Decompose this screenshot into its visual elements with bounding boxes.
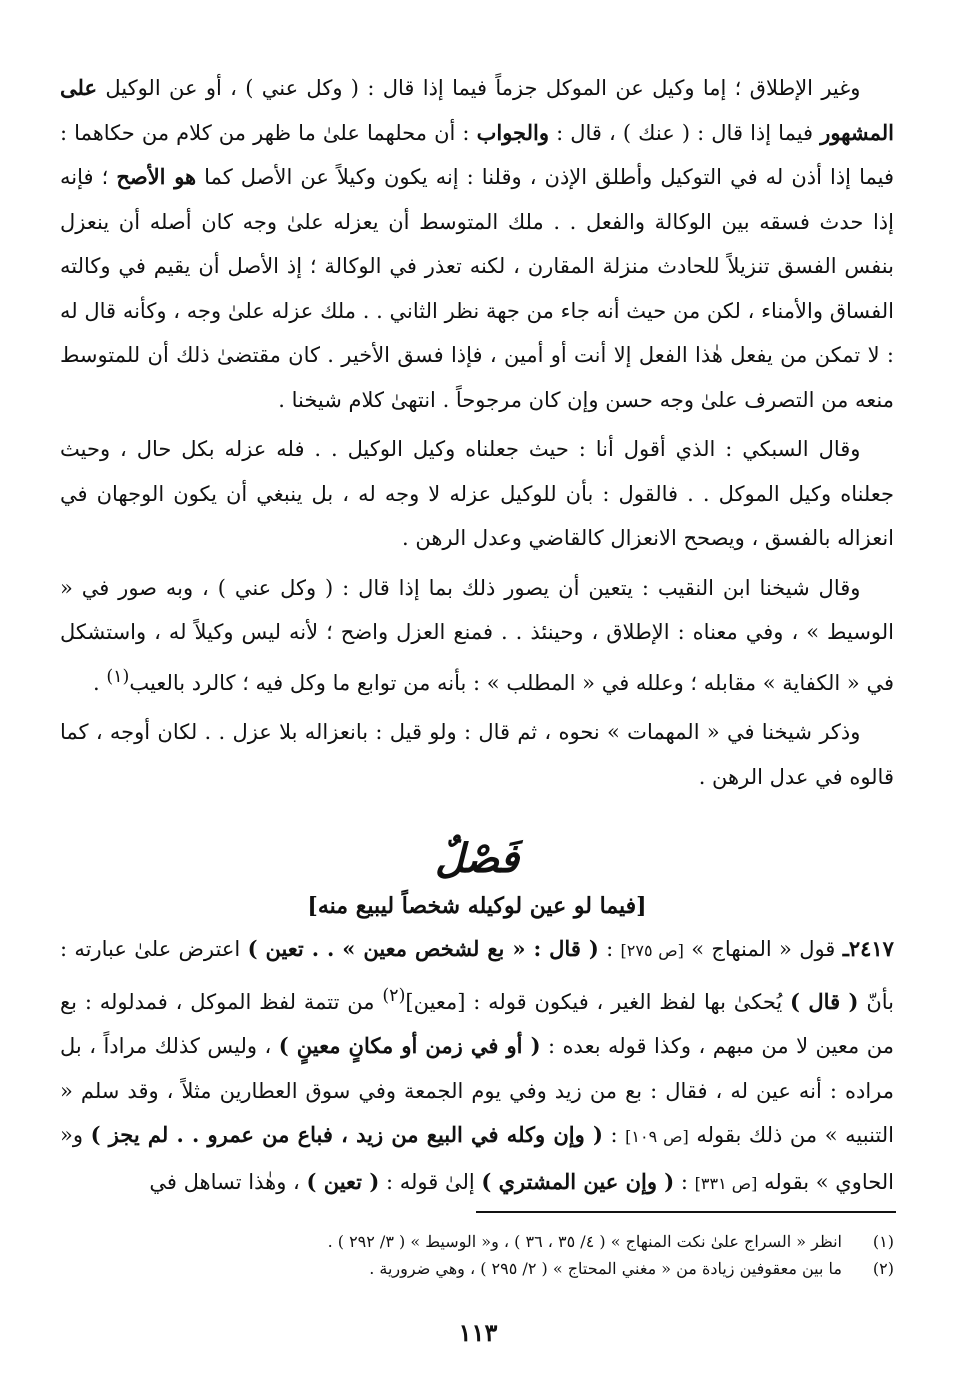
text-run: . <box>92 670 100 695</box>
footnote-1 <box>60 1228 894 1255</box>
footnote-text: ما بين معقوفين زيادة من « مغني المحتاج » ( ٢/ ٢٩٥ ) ، وهي ضرورية . <box>369 1259 842 1278</box>
paragraph-5 <box>60 927 894 1206</box>
page-ref: [ص ٢٧٥] <box>620 941 684 960</box>
text-run: اعترض علىٰ عبارته : بأنّ <box>60 937 894 1014</box>
paragraph-3 <box>60 566 894 706</box>
text-run: : <box>680 1169 688 1194</box>
text-run: : أن محلهما علىٰ ما ظهر من كلام من حكاهما : فيما إذا أذن له في التوكيل وأطلق الإذن ، وقلنا : إنه يكون وكيلاً عن الأصل كما <box>60 120 894 189</box>
bold-quote: ( وإن وكله في البيع من زيد ، فباع من عمرو . . لم يجز ) <box>90 1122 603 1147</box>
footnote-2 <box>60 1255 894 1282</box>
bold-term: هو الأصح <box>116 164 197 189</box>
text-run: : <box>606 937 614 961</box>
page-ref: [ص ١٠٩] <box>625 1127 689 1146</box>
footnote-ref-1[interactable]: (١) <box>106 666 130 687</box>
paragraph-2: وقال السبكي : الذي أقول أنا : حيث جعلناه وكيل الوكيل . . فله عزله بكل حال ، وحيث جعلناه وكيل الموكل . . فالقول : بأن للوكيل عزله لا وجه له ، بل ينبغي أن يكون الوجهان في انعزاله بالفسق ، ويصحح الانعزال كالقاضي وعدل الرهن . <box>60 437 894 550</box>
paragraph-1 <box>60 66 894 422</box>
text-run: من تتمة لفظ الموكل ، فمدلوله : بع من معين لا من مبهم ، وكذا قوله بعده : <box>60 989 894 1058</box>
paragraph-4: وذكر شيخنا في « المهمات » نحوه ، ثم قال : ولو قيل : بانعزاله بلا عزل . . لكان أوجه ، كما قالوه في عدل الرهن . <box>60 720 894 789</box>
bold-quote: ( قال : « بع لشخص معين » . . تعين ) <box>247 936 599 961</box>
text-run: و« الحاوي » بقوله <box>60 1123 894 1194</box>
text-run: ؛ فإنه إذا حدث فسقه بين الوكالة والفعل . . ملك المتوسط أن يعزله علىٰ وجه كان أصله أن ينعزل بنفس الفسق تنزيلاً للحادث منزلة المقارن ، لكنه تعذر في الوكالة ؛ إذ الأصل أن يقيم في وكالته الفساق والأمناء ، لكن من حيث أنه جاء من جهة نظر الثاني . . ملك عزله علىٰ وجه ، وكأنه قال له : لا تمكن من يفعل هٰذا الفعل إلا أنت أو أمين ، فإذا فسق الأخير . كان مقتضىٰ ذلك أن للمتوسط منعه من التصرف علىٰ وجه حسن وإن كان مرجوحاً . انتهىٰ كلام شيخنا . <box>60 165 894 412</box>
footnote-mark: (٢) <box>872 1259 894 1278</box>
bold-term: والجواب <box>476 119 549 145</box>
text-run: يُحكىٰ بها لفظ الغير ، فيكون قوله : [معين] <box>405 989 783 1014</box>
page-number: ١١٣ <box>458 1318 498 1347</box>
text-run: ، وليس كذلك مراداً ، بل مراده : أنه عين له ، فقال : بع من زيد وفي يوم الجمعة وفي سوق العطارين مثلاً ، وقد سلم « التنبيه » من ذلك بقوله <box>60 1034 894 1147</box>
footnote-divider <box>476 1211 896 1213</box>
text-run: وغير الإطلاق ؛ إما وكيل عن الموكل جزماً فيما إذا قال : ( وكل عني ) ، أو عن الوكيل <box>105 76 861 100</box>
text-run: وقال شيخنا ابن النقيب : يتعين أن يصور ذلك بما إذا قال : ( وكل عني ) ، وبه صور في « الوسيط » ، وفي معناه : الإطلاق ، وحينئذ . . فمنع العزل واضح ؛ لأنه ليس وكيلاً له ، واستشكل في « الكفاية » مقابله ؛ وعلله في « المطلب » : بأنه من توابع ما وكل فيه ؛ كالرد بالعيب <box>60 575 894 695</box>
section-subtitle: [فيما لو عين لوكيله شخصاً ليبيع منه] <box>307 893 647 919</box>
footnote-mark: (١) <box>872 1232 894 1251</box>
bold-quote: ( وإن عين المشتري ) <box>481 1168 675 1194</box>
entry-number: ٢٤١٧ـ <box>842 936 894 961</box>
footnote-text: انظر « السراج علىٰ نكت المنهاج » ( ٤/ ٣٥ ، ٣٦ ) ، و« الوسيط » ( ٣/ ٢٩٢ ) . <box>327 1232 842 1251</box>
section-heading <box>60 829 894 923</box>
text-run: : <box>610 1123 618 1147</box>
bold-quote: ( تعين ) <box>306 1168 380 1194</box>
text-run: فيما إذا قال : ( عنك ) ، قال : <box>556 120 814 145</box>
section-ornament: فَصْلٌ <box>434 835 520 882</box>
footnote-ref-2[interactable]: (٢) <box>382 985 406 1006</box>
bold-quote: ( أو في زمن أو مكانٍ معينٍ ) <box>278 1033 541 1058</box>
text-run: إلىٰ قوله : <box>385 1169 475 1194</box>
bold-term: على المشهور <box>60 75 894 145</box>
text-run: قول « المنهاج » <box>691 937 836 961</box>
text-run: ، وهٰذا تساهل في <box>149 1169 300 1194</box>
page-ref: [ص ٣٣١] <box>694 1173 758 1193</box>
bold-quote: ( قال ) <box>790 988 859 1014</box>
footnotes <box>60 1228 894 1282</box>
